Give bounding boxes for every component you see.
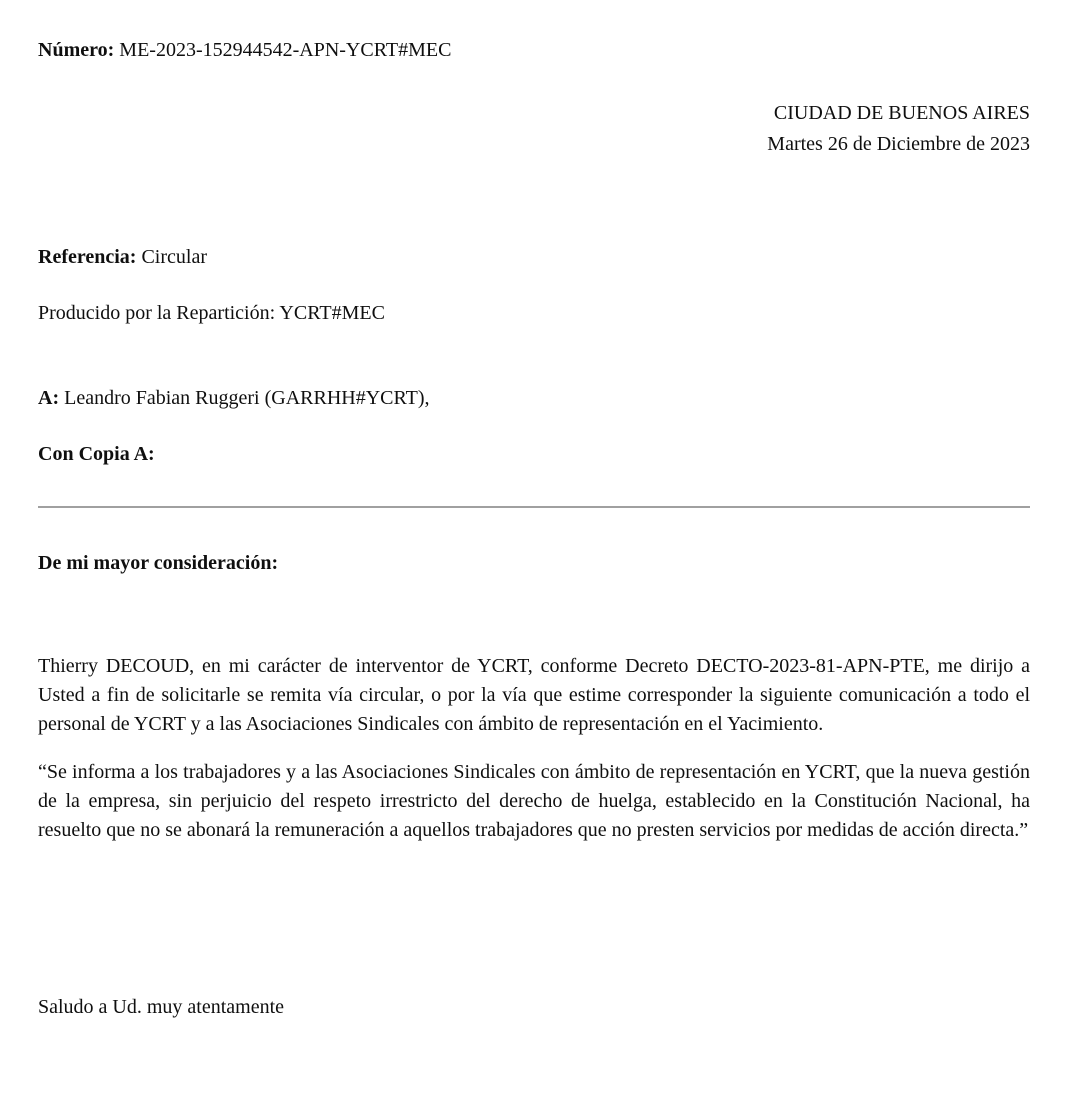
reference-value: Circular: [141, 246, 207, 268]
salutation-line: De mi mayor consideración:: [38, 552, 279, 574]
recipient-line: [38, 384, 1030, 413]
recipient-label: A:: [38, 387, 60, 409]
city-line: CIUDAD DE BUENOS AIRES: [773, 102, 1030, 124]
horizontal-divider: [38, 506, 1030, 508]
closing-line: Saludo a Ud. muy atentamente: [38, 996, 285, 1018]
cc-label: Con Copia A:: [38, 443, 155, 465]
recipient-value: Leandro Fabian Ruggeri (GARRHH#YCRT),: [64, 387, 430, 409]
date-block: [38, 98, 1030, 160]
body-paragraph-1: Thierry DECOUD, en mi carácter de interventor de YCRT, conforme Decreto DECTO-2023-81-APN-PTE, me dirijo a Usted a fin de solicitarle se remita vía circular, o por la vía que estime corresponder la siguiente comunicación a todo el personal de YCRT y a las Asociaciones Sindicales con ámbito de representación en el Yacimiento.: [38, 655, 1030, 735]
document-number-line: [38, 36, 1030, 65]
reference-line: [38, 243, 1030, 272]
document-number-value: ME-2023-152944542-APN-YCRT#MEC: [119, 39, 452, 61]
produced-by-line: Producido por la Repartición: YCRT#MEC: [38, 302, 385, 324]
body-paragraph-2: “Se informa a los trabajadores y a las Asociaciones Sindicales con ámbito de representación en YCRT, que la nueva gestión de la empresa, sin perjuicio del respeto irrestricto del derecho de huelga, establecido en la Constitución Nacional, ha resuelto que no se abonará la remuneración a aquellos trabajadores que no presten servicios por medidas de acción directa.”: [38, 761, 1030, 841]
date-line: Martes 26 de Diciembre de 2023: [767, 133, 1030, 155]
document-number-label: Número:: [38, 39, 115, 61]
reference-label: Referencia:: [38, 246, 137, 268]
